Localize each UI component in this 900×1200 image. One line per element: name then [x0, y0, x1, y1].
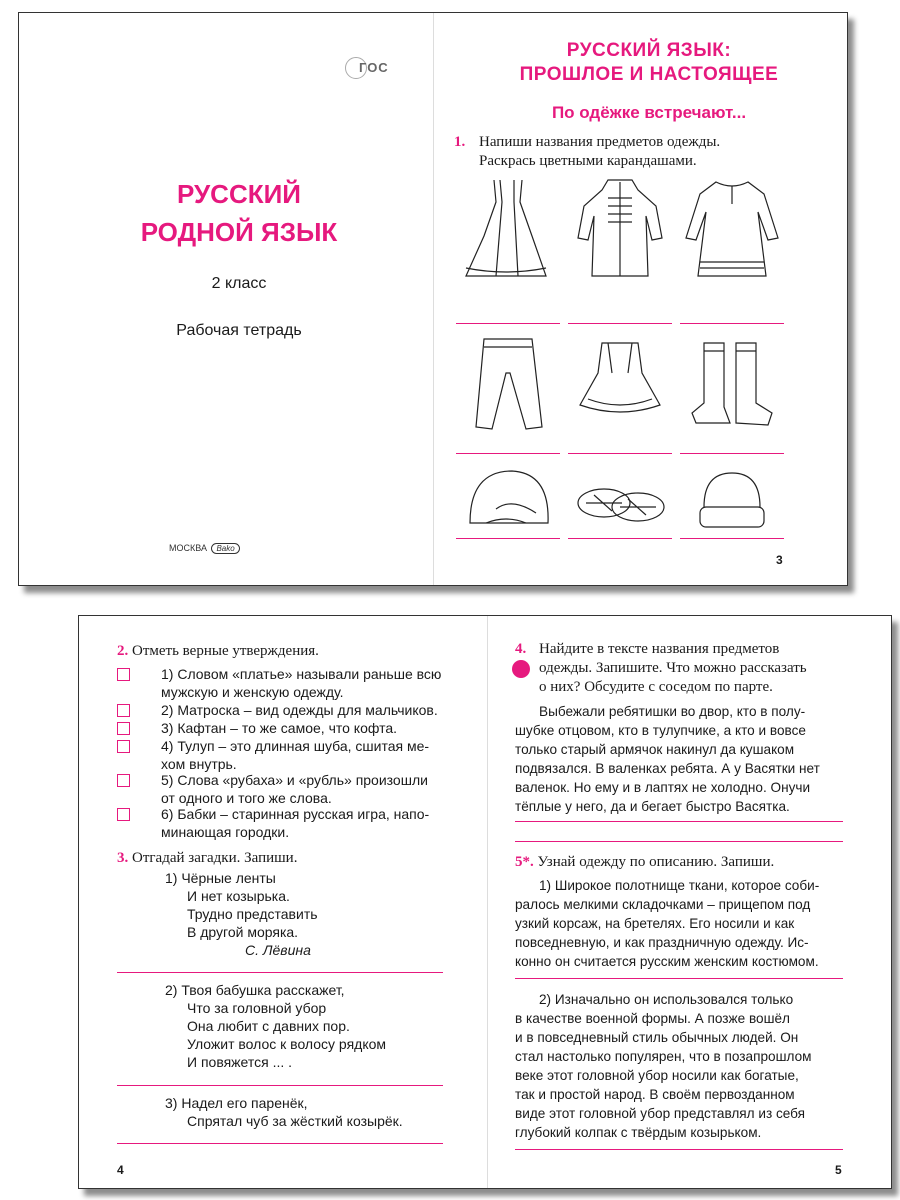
- clothing-cell-4: [456, 333, 560, 457]
- task2-num: 2.: [117, 643, 129, 659]
- passage-line4: подвязался. В валенках ребята. А у Васятки нет: [515, 761, 820, 776]
- task5-num: 5*.: [515, 854, 534, 870]
- riddle2-line3: Она любит с давних пор.: [187, 1018, 350, 1034]
- clothing-cell-5: [568, 333, 672, 457]
- answer-line-3[interactable]: [680, 323, 784, 324]
- fur-hat-icon: [680, 461, 784, 541]
- desc2-answer-line[interactable]: [515, 1149, 843, 1150]
- riddle2-answer-line[interactable]: [117, 1085, 443, 1086]
- desc2-line4: стал настолько популярен, что в позапрошлом: [515, 1049, 812, 1064]
- task4-answer-line2[interactable]: [515, 841, 843, 842]
- sarafan-icon: [456, 176, 560, 280]
- desc1-line3: узкий корсаж, на бретелях. Его носили и как: [515, 916, 795, 931]
- statement-1-line1: 1) Словом «платье» называли раньше всю: [161, 666, 442, 682]
- page4-number: 4: [117, 1163, 124, 1177]
- fgos-logo: [345, 55, 395, 83]
- riddle1-line1: 1) Чёрные ленты: [165, 870, 276, 886]
- desc2-line1: 2) Изначально он использовался только: [539, 992, 794, 1007]
- task3-heading: [117, 849, 297, 868]
- riddle1-line4: В другой моряка.: [187, 924, 299, 940]
- task4-line2: одежды. Запишите. Что можно рассказать: [539, 660, 807, 676]
- page5-number: 5: [835, 1163, 842, 1177]
- task1-num: 1.: [454, 134, 466, 150]
- statement-3-checkbox[interactable]: [117, 722, 130, 735]
- task4-line1: Найдите в тексте названия предметов: [539, 641, 780, 657]
- desc2-line6: так и простой народ. В своём первозданном: [515, 1087, 795, 1102]
- riddle2-line5: И повяжется ... .: [187, 1054, 293, 1070]
- answer-line-6[interactable]: [680, 453, 784, 454]
- task1-number: [454, 133, 465, 152]
- desc2-line2: в качестве военной формы. А позже вошёл: [515, 1011, 790, 1026]
- trousers-icon: [456, 333, 560, 437]
- desc2-line5: веке этот головной убор носили как богатые,: [515, 1068, 799, 1083]
- statement-1-line2: мужскую и женскую одежду.: [161, 684, 344, 700]
- riddle2-line4: Уложит волос к волосу рядком: [187, 1036, 387, 1052]
- top-spread-fold: [433, 13, 434, 585]
- statement-2-line1: 2) Матроска – вид одежды для мальчиков.: [161, 702, 438, 718]
- clothing-cell-9: [680, 461, 784, 585]
- task3-num: 3.: [117, 850, 129, 866]
- statement-6-line2: минающая городки.: [161, 824, 290, 840]
- desc1-answer-line[interactable]: [515, 978, 843, 979]
- publisher-city: МОСКВА: [169, 543, 207, 553]
- answer-line-9[interactable]: [680, 538, 784, 539]
- shirt-dress-icon: [680, 176, 784, 280]
- passage-line3: только старый армячок накинул да кушаком: [515, 742, 795, 757]
- clothing-cell-7: [456, 461, 560, 585]
- desc2-line8: глубокий колпак с твёрдым козырьком.: [515, 1125, 762, 1140]
- publisher-mark: [169, 543, 240, 554]
- cover-title-line2: РОДНОЙ ЯЗЫК: [140, 217, 338, 247]
- task4-answer-line1[interactable]: [515, 821, 843, 822]
- publisher-logo: Bako: [211, 543, 239, 554]
- bottom-spread-fold: [487, 616, 488, 1188]
- answer-line-8[interactable]: [568, 538, 672, 539]
- boots-icon: [680, 333, 784, 437]
- statement-4-checkbox[interactable]: [117, 740, 130, 753]
- desc1-line2: ралось мелкими складочками – прищепом под: [515, 897, 811, 912]
- cover-subtitle: Рабочая тетрадь: [176, 322, 302, 339]
- desc1-line4: повседневную, и как праздничную одежду. Ис-: [515, 935, 809, 950]
- fgos-logo-text: ГОС: [359, 60, 389, 75]
- clothing-cell-1: [456, 176, 560, 300]
- statement-4-line1: 4) Тулуп – это длинная шуба, сшитая ме-: [161, 738, 430, 754]
- riddle3-line2: Спрятал чуб за жёсткий козырёк.: [187, 1113, 403, 1129]
- desc1-line1: 1) Широкое полотнище ткани, которое соби-: [539, 878, 820, 893]
- statement-5-line1: 5) Слова «рубаха» и «рубль» произошли: [161, 772, 428, 788]
- answer-line-5[interactable]: [568, 453, 672, 454]
- bottom-spread: [78, 615, 892, 1189]
- statement-2-checkbox[interactable]: [117, 704, 130, 717]
- riddle1-answer-line[interactable]: [117, 972, 443, 973]
- clothing-cell-8: [568, 461, 672, 585]
- riddle2-line2: Что за головной убор: [187, 1000, 327, 1016]
- statement-1-checkbox[interactable]: [117, 668, 130, 681]
- passage-line5: валенок. Но ему и в лаптях не холодно. Онучи: [515, 780, 811, 795]
- page3-heading-line2: ПРОШЛОЕ И НАСТОЯЩЕЕ: [519, 64, 779, 85]
- desc1-line5: конно он считается русским женским костюмом.: [515, 954, 819, 969]
- answer-line-4[interactable]: [456, 453, 560, 454]
- task2-text: Отметь верные утверждения.: [132, 643, 319, 659]
- riddle3-answer-line[interactable]: [117, 1143, 443, 1144]
- task5-heading: [515, 853, 774, 872]
- task2-heading: [117, 642, 319, 661]
- passage-line1: Выбежали ребятишки во двор, кто в полу-: [539, 704, 806, 719]
- page3-subheading: По одёжке встречают...: [551, 103, 747, 122]
- kokoshnik-icon: [456, 461, 560, 541]
- task3-text: Отгадай загадки. Запиши.: [132, 850, 298, 866]
- clothing-cell-3: [680, 176, 784, 300]
- statement-6-line1: 6) Бабки – старинная русская игра, напо-: [161, 806, 430, 822]
- riddle3-line1: 3) Надел его паренёк,: [165, 1095, 308, 1111]
- bast-shoes-icon: [568, 461, 672, 541]
- statement-3-line1: 3) Кафтан – то же самое, что кофта.: [161, 720, 397, 736]
- task4-num: 4.: [515, 641, 527, 657]
- task1-line1: Напиши названия предметов одежды.: [479, 134, 721, 150]
- riddle1-line2: И нет козырька.: [187, 888, 290, 904]
- task4-line3: о них? Обсудите с соседом по парте.: [539, 679, 773, 695]
- top-spread: [18, 12, 848, 586]
- page3-number: 3: [776, 553, 783, 567]
- answer-line-2[interactable]: [568, 323, 672, 324]
- statement-6-checkbox[interactable]: [117, 808, 130, 821]
- desc2-line7: виде этот головной убор представлял из себя: [515, 1106, 806, 1121]
- passage-line2: шубке отцовом, кто в тулупчике, а кто и вовсе: [515, 723, 806, 738]
- blouse-icon: [568, 333, 672, 437]
- riddle1-author: С. Лёвина: [245, 942, 311, 958]
- clothing-cell-2: [568, 176, 672, 300]
- star-badge-icon: [512, 660, 530, 678]
- riddle2-line1: 2) Твоя бабушка расскажет,: [165, 982, 345, 998]
- answer-line-7[interactable]: [456, 538, 560, 539]
- statement-4-line2: хом внутрь.: [161, 756, 237, 772]
- clothing-cell-6: [680, 333, 784, 457]
- page3-heading-line1: РУССКИЙ ЯЗЫК:: [566, 40, 732, 61]
- statement-5-checkbox[interactable]: [117, 774, 130, 787]
- desc2-line3: и в повседневный стиль обычных людей. Он: [515, 1030, 799, 1045]
- answer-line-1[interactable]: [456, 323, 560, 324]
- cover-title-line1: РУССКИЙ: [177, 179, 301, 209]
- cover-grade: 2 класс: [211, 275, 267, 292]
- statement-5-line2: от одного и того же слова.: [161, 790, 332, 806]
- riddle1-line3: Трудно представить: [187, 906, 318, 922]
- kaftan-icon: [568, 176, 672, 280]
- task1-line2: Раскрась цветными карандашами.: [479, 153, 697, 169]
- task5-text: Узнай одежду по описанию. Запиши.: [537, 854, 775, 870]
- passage-line6: тёплые у него, да и бегает быстро Васятка.: [515, 799, 790, 814]
